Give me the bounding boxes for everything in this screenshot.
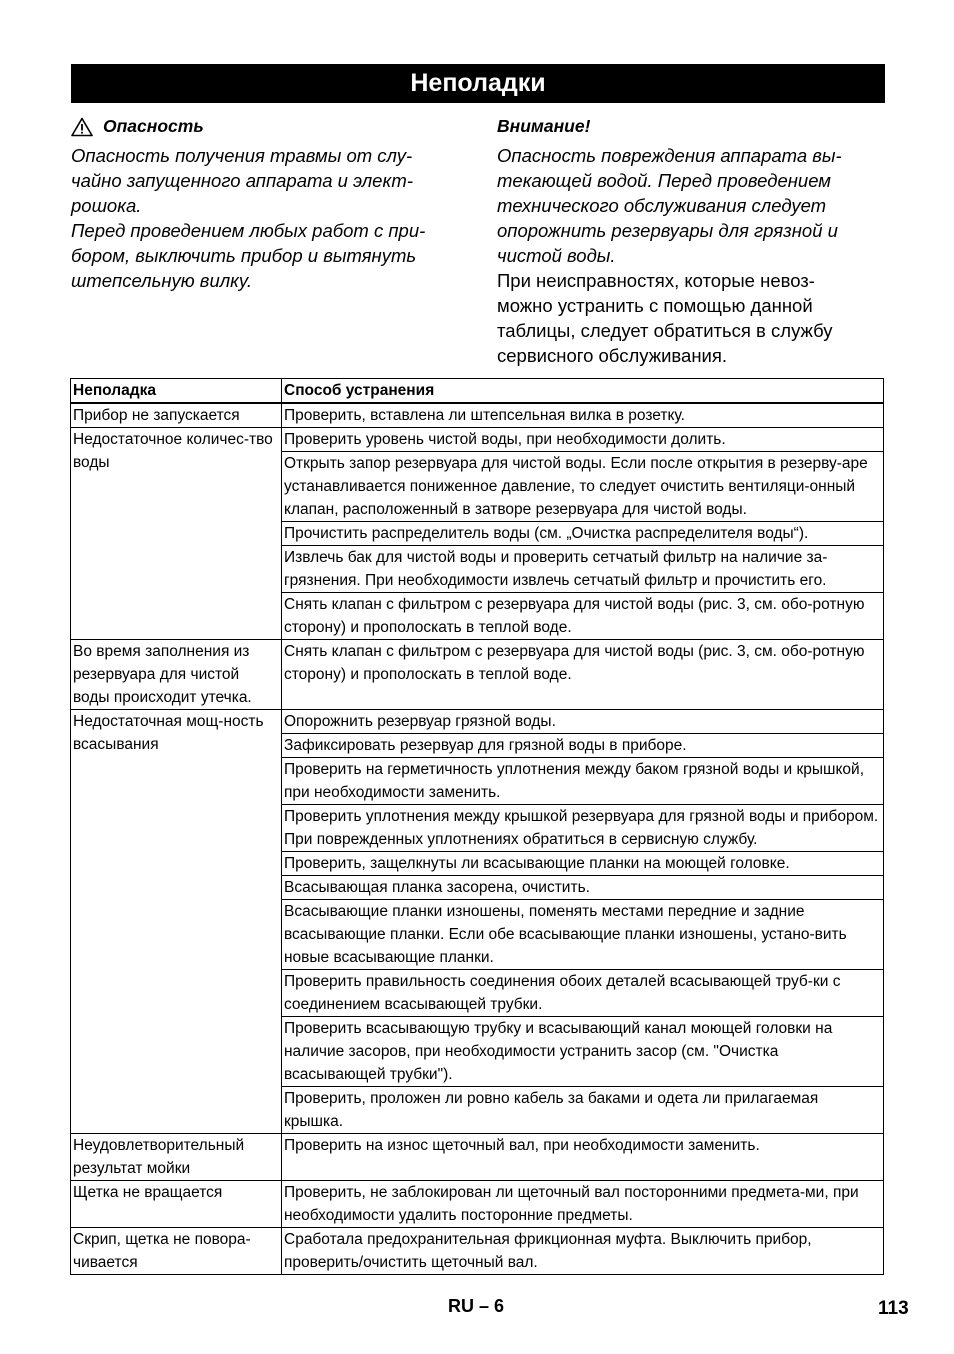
- remedy-cell: Открыть запор резервуара для чистой воды. Если после открытия в резерву-аре устанавливается пониженное давление, то следует очистить вентиляци-онный клапан, расположенный в затворе резервуара для чистой воды.: [282, 452, 884, 522]
- fault-cell: Недостаточная мощ-ность всасывания: [71, 710, 282, 1134]
- remedy-cell: Проверить уплотнения между крышкой резервуара для грязной воды и прибором. При поврежденных уплотнениях обратиться в сервисную службу.: [282, 805, 884, 852]
- header-remedy: Способ устранения: [282, 379, 884, 404]
- attention-line: Опасность повреждения аппарата вы-: [497, 145, 842, 166]
- remedy-cell: Проверить, вставлена ли штепсельная вилка в розетку.: [282, 403, 884, 428]
- attention-italic-text: [497, 143, 887, 268]
- danger-block: [71, 114, 466, 293]
- troubleshooting-table: [70, 378, 884, 1275]
- remedy-cell: Всасывающие планки изношены, поменять местами передние и задние всасывающие планки. Если обе всасывающие планки изношены, устано-вить новые всасывающие планки.: [282, 900, 884, 970]
- remedy-cell: Проверить, проложен ли ровно кабель за баками и одета ли прилагаемая крышка.: [282, 1087, 884, 1134]
- remedy-cell: Проверить, защелкнуты ли всасывающие планки на моющей головке.: [282, 852, 884, 876]
- table-row: [71, 1134, 884, 1181]
- danger-line: бором, выключить прибор и вытянуть: [71, 245, 417, 266]
- remedy-cell: Проверить, не заблокирован ли щеточный вал посторонними предмета-ми, при необходимости удалить посторонние предметы.: [282, 1181, 884, 1228]
- table-row: [71, 1181, 884, 1228]
- danger-line: рошока.: [71, 195, 142, 216]
- service-note-line: можно устранить с помощью данной: [497, 295, 813, 316]
- remedy-cell: Извлечь бак для чистой воды и проверить сетчатый фильтр на наличие за-грязнения. При необходимости извлечь сетчатый фильтр и прочистить его.: [282, 546, 884, 593]
- attention-block: [497, 114, 887, 368]
- page-number: 113: [878, 1298, 909, 1319]
- attention-line: чистой воды.: [497, 245, 616, 266]
- attention-line: опорожнить резервуары для грязной и: [497, 220, 838, 241]
- fault-cell: Во время заполнения из резервуара для чистой воды происходит утечка.: [71, 640, 282, 710]
- danger-heading: [71, 114, 466, 139]
- attention-heading: Внимание!: [497, 116, 591, 136]
- table-row: [71, 1228, 884, 1275]
- fault-cell: Скрип, щетка не повора-чивается: [71, 1228, 282, 1275]
- page-title: Неполадки: [71, 64, 885, 103]
- table-row: [71, 403, 884, 428]
- service-note-line: таблицы, следует обратиться в службу: [497, 320, 833, 341]
- table-row: [71, 640, 884, 710]
- fault-cell: Недостаточное количес-тво воды: [71, 428, 282, 640]
- fault-cell: Щетка не вращается: [71, 1181, 282, 1228]
- remedy-cell: Проверить правильность соединения обоих деталей всасывающей труб-ки с соединением всасывающей трубки.: [282, 970, 884, 1017]
- remedy-cell: Прочистить распределитель воды (см. „Очистка распределителя воды“).: [282, 522, 884, 546]
- remedy-cell: Зафиксировать резервуар для грязной воды в приборе.: [282, 734, 884, 758]
- remedy-cell: Опорожнить резервуар грязной воды.: [282, 710, 884, 734]
- remedy-cell: Проверить на износ щеточный вал, при необходимости заменить.: [282, 1134, 884, 1181]
- remedy-cell: Снять клапан с фильтром с резервуара для чистой воды (рис. 3, см. обо-ротную сторону) и прополоскать в теплой воде.: [282, 640, 884, 710]
- danger-heading-text: Опасность: [103, 116, 204, 136]
- remedy-cell: Сработала предохранительная фрикционная муфта. Выключить прибор, проверить/очистить щеточный вал.: [282, 1228, 884, 1275]
- fault-cell: Прибор не запускается: [71, 403, 282, 428]
- remedy-cell: Проверить уровень чистой воды, при необходимости долить.: [282, 428, 884, 452]
- remedy-cell: Всасывающая планка засорена, очистить.: [282, 876, 884, 900]
- warning-triangle-icon: [71, 117, 93, 137]
- danger-text: [71, 143, 466, 293]
- table-row: [71, 710, 884, 734]
- attention-line: текающей водой. Перед проведением: [497, 170, 831, 191]
- footer-section-label: RU – 6: [448, 1296, 505, 1316]
- danger-line: Опасность получения травмы от слу-: [71, 145, 413, 166]
- danger-line: Перед проведением любых работ с при-: [71, 220, 426, 241]
- header-fault: Неполадка: [71, 379, 282, 404]
- service-note-line: сервисного обслуживания.: [497, 345, 728, 366]
- fault-cell: Неудовлетворительный результат мойки: [71, 1134, 282, 1181]
- attention-line: технического обслуживания следует: [497, 195, 827, 216]
- remedy-cell: Проверить всасывающую трубку и всасывающий канал моющей головки на наличие засоров, при необходимости устранить засор (см. "Очистка всасывающей трубки").: [282, 1017, 884, 1087]
- remedy-cell: Снять клапан с фильтром с резервуара для чистой воды (рис. 3, см. обо-ротную сторону) и прополоскать в теплой воде.: [282, 593, 884, 640]
- table-header-row: [71, 379, 884, 404]
- service-note-line: При неисправностях, которые невоз-: [497, 270, 815, 291]
- remedy-cell: Проверить на герметичность уплотнения между баком грязной воды и крышкой, при необходимости заменить.: [282, 758, 884, 805]
- service-note: [497, 268, 887, 368]
- danger-line: чайно запущенного аппарата и элект-: [71, 170, 413, 191]
- danger-line: штепсельную вилку.: [71, 270, 253, 291]
- table-row: [71, 428, 884, 452]
